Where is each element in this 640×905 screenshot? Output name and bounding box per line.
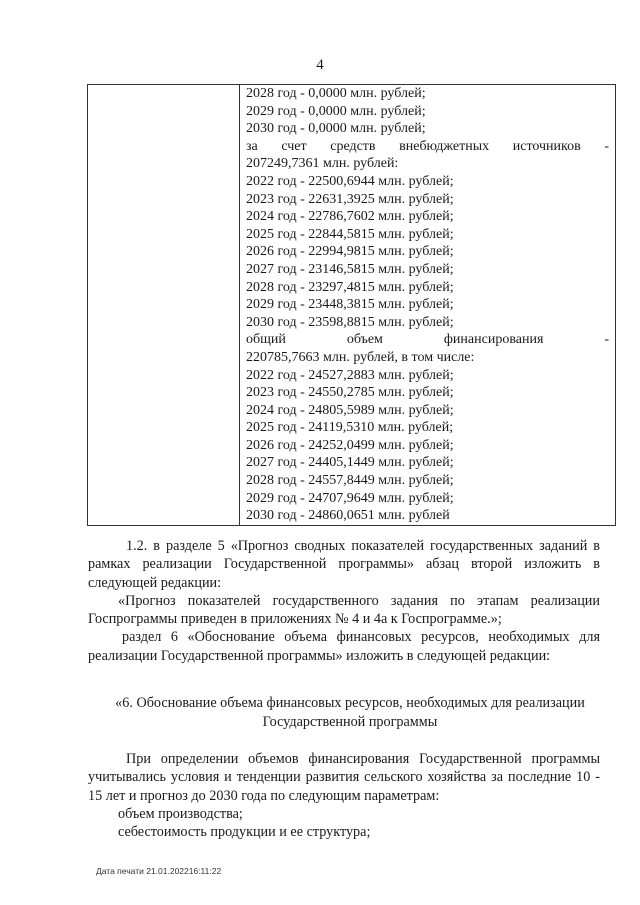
table-row — [88, 85, 616, 526]
table-line: 2028 год - 23297,4815 млн. рублей; — [246, 279, 454, 295]
paragraph-quote: «Прогноз показателей государственного задания по этапам реализации Госпрограммы приведен в приложениях № 4 и 4а к Госпрограмме.»; — [88, 592, 600, 628]
table-line: 2030 год - 23598,8815 млн. рублей; — [246, 314, 454, 330]
table-line: 2023 год - 24550,2785 млн. рублей; — [246, 385, 454, 401]
table-line: 2022 год - 22500,6944 млн. рублей; — [246, 173, 454, 189]
table-line: 2025 год - 22844,5815 млн. рублей; — [246, 226, 454, 242]
table-line: 2027 год - 23146,5815 млн. рублей; — [246, 261, 454, 277]
paragraph-financing: При определении объемов финансирования Государственной программы учитывались условия и тенденции развития сельского хозяйства за последние 10 - 15 лет и прогноз до 2030 года по следующим параметрам: — [88, 751, 600, 804]
table-line: 220785,7663 млн. рублей, в том числе: — [246, 349, 475, 365]
table-line: 2028 год - 24557,8449 млн. рублей; — [246, 473, 454, 489]
print-date: Дата печати 21.01.202216:11:22 — [96, 866, 222, 876]
table-line: 2024 год - 22786,7602 млн. рублей; — [246, 209, 454, 225]
table-line: 2030 год - 0,0000 млн. рублей; — [246, 121, 426, 137]
paragraph-section-6: раздел 6 «Обоснование объема финансовых ресурсов, необходимых для реализации Государственной программы» изложить в следующей редакции: — [88, 629, 600, 664]
amendments-block — [88, 537, 600, 665]
section-heading: «6. Обоснование объема финансовых ресурсов, необходимых для реализации Государственной программы — [115, 695, 585, 730]
table-line: 2026 год - 24252,0499 млн. рублей; — [246, 437, 454, 453]
list-item: себестоимость продукции и ее структура; — [118, 824, 371, 841]
table-line: 207249,7361 млн. рублей: — [246, 156, 399, 172]
table-line: 2026 год - 22994,9815 млн. рублей; — [246, 244, 454, 260]
financing-table — [87, 84, 616, 526]
table-cell-left — [88, 85, 240, 526]
table-line: 2025 год - 24119,5310 млн. рублей; — [246, 420, 454, 436]
table-line: 2028 год - 0,0000 млн. рублей; — [246, 86, 426, 101]
table-line: 2022 год - 24527,2883 млн. рублей; — [246, 367, 454, 383]
section-body — [88, 750, 600, 841]
table-line: 2024 год - 24805,5989 млн. рублей; — [246, 402, 454, 418]
page-number: 4 — [316, 57, 324, 73]
table-line: 2029 год - 0,0000 млн. рублей; — [246, 103, 426, 119]
table-line: 2030 год - 24860,0651 млн. рублей — [246, 508, 450, 524]
table-line: 2029 год - 23448,3815 млн. рублей; — [246, 297, 454, 313]
table-line: 2027 год - 24405,1449 млн. рублей; — [246, 455, 454, 471]
table-line: 2029 год - 24707,9649 млн. рублей; — [246, 490, 454, 506]
table-line: за счет средств внебюджетных источников - — [246, 138, 609, 154]
table-line: общий объем финансирования - — [246, 332, 609, 348]
paragraph-section-5: 1.2. в разделе 5 «Прогноз сводных показателей государственных заданий в рамках реализации Государственной программы» абзац второй изложить в следующей редакции: — [88, 538, 600, 591]
list-item: объем производства; — [118, 805, 243, 822]
table-line: 2023 год - 22631,3925 млн. рублей; — [246, 191, 454, 207]
table-cell-right — [240, 85, 616, 526]
